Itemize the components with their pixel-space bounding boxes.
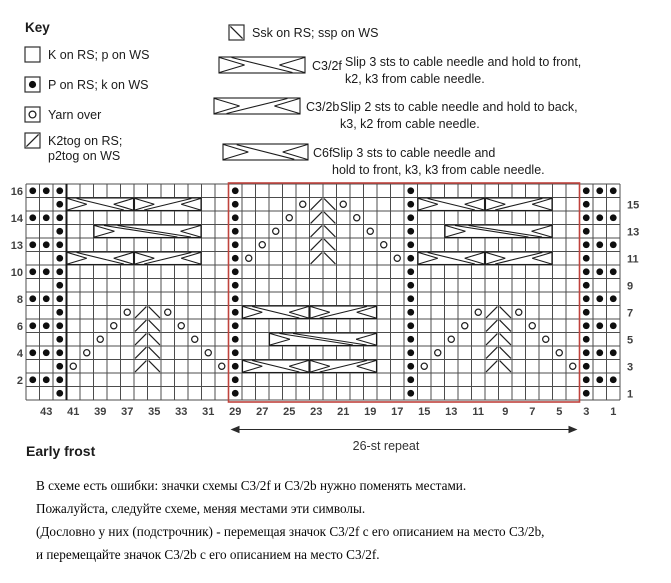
column-number: 39 xyxy=(94,406,107,418)
cable-c6f-box xyxy=(270,333,377,346)
purl-dot xyxy=(583,363,590,370)
yarn-over xyxy=(556,350,562,356)
purl-dot xyxy=(407,255,414,262)
yarn-over xyxy=(97,336,103,342)
k2tog-decrease xyxy=(311,226,322,237)
yarn-over xyxy=(165,309,171,315)
column-number: 43 xyxy=(40,406,53,418)
purl-dot xyxy=(596,322,603,329)
purl-dot xyxy=(583,349,590,356)
cable-c6f-box xyxy=(94,225,201,238)
purl-dot xyxy=(583,201,590,208)
ssk-decrease xyxy=(149,347,160,358)
row-number-right: 15 xyxy=(627,199,640,212)
purl-dot xyxy=(232,282,239,289)
k2tog-decrease xyxy=(311,212,322,223)
column-number: 9 xyxy=(502,406,509,418)
cable-c32f-box xyxy=(67,198,134,211)
column-number: 19 xyxy=(364,406,377,418)
ssk-decrease xyxy=(500,334,511,345)
yarn-over xyxy=(367,228,373,234)
purl-dot xyxy=(43,376,50,383)
purl-dot xyxy=(56,228,63,235)
purl-dot xyxy=(610,214,617,221)
column-number: 29 xyxy=(229,406,242,418)
purl-dot xyxy=(610,349,617,356)
cable-c32b-box xyxy=(135,252,202,265)
purl-dot xyxy=(232,255,239,262)
yarn-over xyxy=(435,350,441,356)
repeat-label: 26-st repeat xyxy=(352,439,420,453)
cable-c32b-box xyxy=(135,198,202,211)
yarn-over xyxy=(462,323,468,329)
yarn-over xyxy=(529,323,535,329)
purl-dot xyxy=(407,187,414,194)
purl-dot xyxy=(56,214,63,221)
k2tog-decrease xyxy=(486,347,497,358)
cable-c6f-name: C6f xyxy=(313,146,333,160)
yarn-over xyxy=(394,255,400,261)
cable-c32b-box xyxy=(486,198,553,211)
column-number: 25 xyxy=(283,406,296,418)
purl-dot xyxy=(29,349,36,356)
purl-dot xyxy=(596,349,603,356)
column-number: 17 xyxy=(391,406,404,418)
purl-dot xyxy=(29,295,36,302)
purl-dot xyxy=(596,376,603,383)
purl-dot xyxy=(583,336,590,343)
purl-dot xyxy=(610,376,617,383)
purl-dot xyxy=(232,214,239,221)
purl-dot xyxy=(407,268,414,275)
purl-dot xyxy=(56,282,63,289)
k2tog-decrease xyxy=(311,239,322,250)
purl-dot xyxy=(56,349,63,356)
column-number: 33 xyxy=(175,406,188,418)
purl-dot xyxy=(407,214,414,221)
key-item-ssk-label: Ssk on RS; ssp on WS xyxy=(252,26,379,40)
purl-dot xyxy=(596,268,603,275)
k2tog-decrease xyxy=(135,361,146,372)
purl-dot xyxy=(583,376,590,383)
purl-dot xyxy=(56,295,63,302)
key-item-knit-label: K on RS; p on WS xyxy=(48,48,150,62)
ssk-decrease xyxy=(149,320,160,331)
cable-c32f-name: C3/2f xyxy=(312,59,342,73)
k2tog-decrease xyxy=(486,320,497,331)
purl-dot xyxy=(56,390,63,397)
purl-dot xyxy=(232,336,239,343)
purl-dot xyxy=(407,309,414,316)
ssk-decrease xyxy=(500,347,511,358)
yarn-over xyxy=(543,336,549,342)
note-line: и перемещайте значок C3/2b с его описанием на место C3/2f. xyxy=(36,547,380,562)
yarn-over xyxy=(84,350,90,356)
purl-dot xyxy=(232,201,239,208)
yarn-over xyxy=(475,309,481,315)
cable-c32f-box xyxy=(67,252,134,265)
purl-dot xyxy=(232,228,239,235)
pattern-title: Early frost xyxy=(26,443,96,459)
ssk-decrease xyxy=(324,253,335,264)
row-number-left: 6 xyxy=(16,320,23,333)
purl-dot xyxy=(583,322,590,329)
yarn-over xyxy=(70,363,76,369)
purl-dot xyxy=(43,241,50,248)
row-number-right: 5 xyxy=(627,334,634,347)
ssk-decrease xyxy=(149,307,160,318)
ssk-decrease xyxy=(500,320,511,331)
purl-dot xyxy=(610,268,617,275)
purl-dot xyxy=(29,322,36,329)
row-number-right: 1 xyxy=(627,388,634,401)
purl-dot xyxy=(56,363,63,370)
cable-c32b-box xyxy=(310,360,377,373)
purl-dot xyxy=(56,268,63,275)
column-number: 27 xyxy=(256,406,269,418)
purl-dot xyxy=(29,187,36,194)
column-number: 37 xyxy=(121,406,134,418)
row-number-right: 3 xyxy=(627,361,634,374)
purl-dot xyxy=(29,241,36,248)
cable-c6f-box xyxy=(445,225,552,238)
purl-dot xyxy=(232,241,239,248)
purl-dot xyxy=(43,214,50,221)
purl-dot xyxy=(29,376,36,383)
purl-dot xyxy=(596,241,603,248)
ssk-decrease xyxy=(500,361,511,372)
key-title: Key xyxy=(25,20,50,35)
purl-dot xyxy=(232,268,239,275)
purl-dot xyxy=(610,322,617,329)
purl-dot xyxy=(43,187,50,194)
column-number: 5 xyxy=(556,406,563,418)
cable-c32b-box xyxy=(310,306,377,319)
purl-dot xyxy=(29,268,36,275)
k2tog-decrease xyxy=(486,361,497,372)
yarn-over xyxy=(300,201,306,207)
yarn-over xyxy=(354,215,360,221)
purl-dot xyxy=(407,201,414,208)
yarn-over xyxy=(124,309,130,315)
purl-dot xyxy=(610,187,617,194)
k2tog-decrease xyxy=(135,334,146,345)
row-number-left: 16 xyxy=(10,185,23,198)
note-line: (Дословно у них (подстрочник) - перемещая значок C3/2f с его описанием на место C3/2b, xyxy=(36,524,545,539)
purl-dot xyxy=(232,322,239,329)
k2tog-decrease xyxy=(486,334,497,345)
key-item-purl-label: P on RS; k on WS xyxy=(48,78,149,92)
yarn-over xyxy=(192,336,198,342)
purl-dot xyxy=(232,187,239,194)
purl-dot xyxy=(232,295,239,302)
column-number: 15 xyxy=(418,406,431,418)
purl-dot xyxy=(583,241,590,248)
purl-dot xyxy=(56,187,63,194)
purl-dot xyxy=(56,309,63,316)
yarn-over xyxy=(516,309,522,315)
row-number-right: 11 xyxy=(627,253,639,266)
purl-dot xyxy=(407,363,414,370)
column-number: 23 xyxy=(310,406,323,418)
note-line: В схеме есть ошибки: значки схемы C3/2f и C3/2b нужно поменять местами. xyxy=(36,478,467,493)
purl-dot xyxy=(29,214,36,221)
key-item-k2tog-label: K2tog on RS; p2tog on WS xyxy=(48,134,123,163)
ssk-decrease xyxy=(324,239,335,250)
column-number: 3 xyxy=(583,406,590,418)
ssk-decrease xyxy=(500,307,511,318)
yarn-over xyxy=(381,242,387,248)
row-number-right: 9 xyxy=(627,280,634,293)
ssk-decrease xyxy=(324,212,335,223)
purl-dot xyxy=(407,336,414,343)
column-number: 35 xyxy=(148,406,161,418)
column-number: 11 xyxy=(472,406,485,418)
purl-dot xyxy=(583,187,590,194)
yarn-over xyxy=(178,323,184,329)
purl-dot xyxy=(43,322,50,329)
purl-dot xyxy=(610,295,617,302)
purl-dot xyxy=(407,228,414,235)
arrowhead-left xyxy=(231,426,240,434)
chart-labels xyxy=(11,186,640,418)
row-number-left: 8 xyxy=(16,293,23,306)
purl-dot xyxy=(596,214,603,221)
purl-dot xyxy=(583,309,590,316)
k2tog-decrease xyxy=(135,320,146,331)
purl-dot xyxy=(56,322,63,329)
ssk-decrease xyxy=(324,226,335,237)
row-number-right: 13 xyxy=(627,226,640,239)
arrowhead-right xyxy=(569,426,578,434)
purl-dot xyxy=(596,187,603,194)
column-number: 41 xyxy=(67,406,80,418)
yarn-over xyxy=(448,336,454,342)
yarn-over xyxy=(340,201,346,207)
row-number-right: 7 xyxy=(627,307,634,320)
yarn-over xyxy=(421,363,427,369)
k2tog-decrease xyxy=(135,307,146,318)
purl-dot xyxy=(43,349,50,356)
yarn-over xyxy=(570,363,576,369)
repeat-arrow xyxy=(231,426,578,453)
cable-c32f-box xyxy=(243,360,310,373)
purl-dot xyxy=(56,255,63,262)
purl-dot xyxy=(407,390,414,397)
purl-dot xyxy=(56,336,63,343)
purl-dot xyxy=(596,295,603,302)
column-number: 1 xyxy=(610,406,617,418)
note-line: Пожалуйста, следуйте схеме, меняя местами эти символы. xyxy=(36,501,366,516)
yarn-over xyxy=(111,323,117,329)
purl-dot xyxy=(583,255,590,262)
purl-dot xyxy=(407,295,414,302)
ssk-decrease xyxy=(149,361,160,372)
purl-dot xyxy=(407,376,414,383)
cable-c32f-desc: Slip 3 sts to cable needle and hold to front, k2, k3 from cable needle. xyxy=(345,55,582,86)
row-number-left: 10 xyxy=(10,266,23,279)
k2tog-decrease xyxy=(311,253,322,264)
key-item-yarn-over-label: Yarn over xyxy=(48,108,102,122)
purl-dot xyxy=(610,241,617,248)
cable-c32f-box xyxy=(418,252,485,265)
yarn-over xyxy=(273,228,279,234)
cable-c32b-desc: Slip 2 sts to cable needle and hold to back, k3, k2 from cable needle. xyxy=(340,100,578,131)
purl-dot xyxy=(56,241,63,248)
cable-c32b-name: C3/2b xyxy=(306,100,340,114)
purl-dot xyxy=(583,268,590,275)
column-number: 13 xyxy=(445,406,458,418)
column-number: 21 xyxy=(337,406,350,418)
k2tog-decrease xyxy=(311,199,322,210)
purl-dot xyxy=(583,228,590,235)
purl-dot xyxy=(232,349,239,356)
purl-dot xyxy=(56,201,63,208)
column-number: 31 xyxy=(202,406,215,418)
yarn-over xyxy=(205,350,211,356)
k2tog-decrease xyxy=(135,347,146,358)
purl-dot xyxy=(407,282,414,289)
ssk-decrease xyxy=(324,199,335,210)
purl-dot xyxy=(232,376,239,383)
ssk-decrease xyxy=(149,334,160,345)
row-number-left: 2 xyxy=(16,374,23,387)
purl-dot xyxy=(407,322,414,329)
cable-c32f-box xyxy=(243,306,310,319)
purl-dot xyxy=(407,241,414,248)
purl-dot xyxy=(43,295,50,302)
purl-dot xyxy=(583,214,590,221)
row-number-left: 14 xyxy=(10,212,23,225)
purl-dot xyxy=(407,349,414,356)
purl-dot xyxy=(583,282,590,289)
cable-c6f-desc: Slip 3 sts to cable needle and hold to front, k3, k3 from cable needle. xyxy=(332,146,545,177)
cable-c32f-box xyxy=(418,198,485,211)
k2tog-decrease xyxy=(486,307,497,318)
purl-dot xyxy=(583,390,590,397)
yarn-over xyxy=(219,363,225,369)
cable-c32b-box xyxy=(486,252,553,265)
purl-dot xyxy=(56,376,63,383)
yarn-over xyxy=(286,215,292,221)
column-number: 7 xyxy=(529,406,536,418)
purl-dot xyxy=(583,295,590,302)
yarn-over xyxy=(259,242,265,248)
row-number-left: 13 xyxy=(10,239,23,252)
purl-dot xyxy=(232,363,239,370)
yarn-over xyxy=(246,255,252,261)
purl-dot xyxy=(232,309,239,316)
purl-dot xyxy=(43,268,50,275)
row-number-left: 4 xyxy=(16,347,23,360)
purl-dot xyxy=(232,390,239,397)
